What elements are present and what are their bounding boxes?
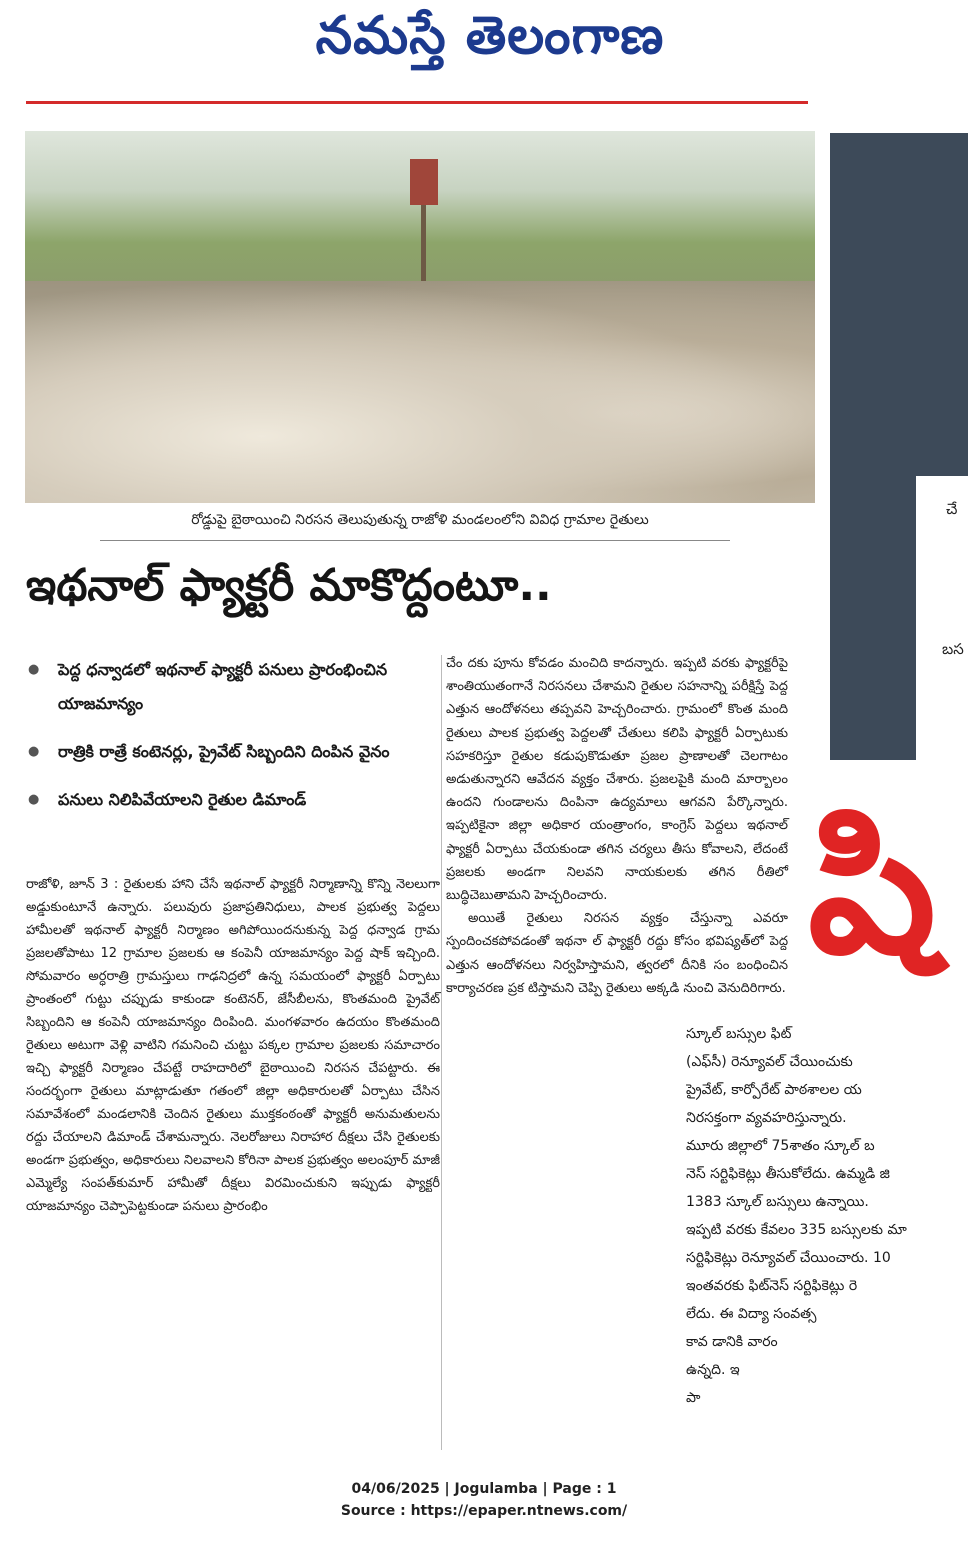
article-column-2 xyxy=(446,652,788,1000)
edition-info: 04/06/2025 | Jogulamba | Page : 1 xyxy=(351,1481,617,1497)
newspaper-logo: నమస్తే తెలంగాణ xyxy=(315,6,665,66)
photo-caption: రోడ్డుపై బైఠాయించి నిరసన తెలుపుతున్న రాజోళి మండలంలోని వివిధ గ్రామాల రైతులు xyxy=(191,512,649,528)
adjacent-article-line: నెస్ సర్టిఫికెట్లు తీసుకోలేదు. ఉమ్మడి జి xyxy=(686,1166,890,1182)
masthead xyxy=(0,0,968,110)
highlight-bullets xyxy=(28,653,438,831)
article-headline: ఇథనాల్ ఫ్యాక్టరీ మాకొద్దంటూ.. xyxy=(26,560,552,611)
masthead-divider xyxy=(26,101,808,104)
panel-text: చే xyxy=(946,500,958,518)
adjacent-article-line: స్కూల్ బస్సుల ఫిట్ xyxy=(686,1026,792,1042)
adjacent-article-line: ఇంతవరకు ఫిట్‌నెస్ సర్టిఫికెట్లు రె xyxy=(686,1278,858,1294)
bullet-item: ● పెద్ద ధన్వాడలో ఇథనాల్ ఫ్యాక్టరీ పనులు ప్రారంభించిన యాజమాన్యం xyxy=(28,653,438,721)
column-divider xyxy=(441,655,442,1450)
panel-text: బస xyxy=(942,640,964,658)
source-link[interactable]: Source : https://epaper.ntnews.com/ xyxy=(340,1503,628,1519)
body-text: చేం దకు పూను కోవడం మంచిది కాదన్నారు. ఇప్పటి వరకు ఫ్యాక్టరీపై శాంతియుతంగానే నిరసనలు చేశామని రైతుల సహనాన్ని పరీక్షిస్తే పెద్ద ఎత్తున ఆందోళనలు తప్పవని హెచ్చరించారు. గ్రామంలో కొంత మంది రైతులు పాలక ప్రభుత్వ పెద్దలతో చేతులు కలిపి ఫ్యాక్టరీ ఏర్పాటుకు సహకరిస్తూ రైతుల కడుపుకొడుతూ ప్రజల ప్రాణాలతో చెలగాటం అడుతున్నారని ఆవేదన వ్యక్తం చేశారు. ప్రజలపైకి మంది మార్బాలం ఉందని గుండాలను దింపినా ఉద్యమాలు ఆగవని పేర్కొన్నారు. ఇప్పటికైనా జిల్లా అధికార యంత్రాంగం, కాంగ్రెస్ పెద్దలు ఇథనాల్ ఫ్యాక్టరీ ఏర్పాటు చేయకుండా తగిన చర్యలు తీసు కోవాలని, లేదంటే ప్రజలకు అండగా నిలవని నాయకులకు తగిన రీతిలో బుద్ధిచెబుతామని హెచ్చరించారు. xyxy=(446,656,788,904)
adjacent-article-line: ఇప్పటి వరకు కేవలం 335 బస్సులకు మా xyxy=(686,1222,907,1238)
bullet-item: ● పనులు నిలిపివేయాలని రైతుల డిమాండ్ xyxy=(28,783,438,817)
protest-sign xyxy=(410,159,438,205)
adjacent-article-line: (ఎఫ్‌సీ) రెన్యూవల్ చేయించుకు xyxy=(686,1054,853,1070)
adjacent-article-line: లేదు. ఈ విద్యా సంవత్స xyxy=(686,1306,817,1322)
adjacent-article-line: సర్టిఫికెట్లు రెన్యూవల్ చేయించారు. 10 xyxy=(686,1250,891,1266)
protesting-farmers xyxy=(25,281,815,503)
news-photo xyxy=(25,131,815,503)
adjacent-article-line: 1383 స్కూల్ బస్సులు ఉన్నాయి. xyxy=(686,1194,869,1210)
caption-divider xyxy=(100,540,730,541)
page-footer xyxy=(0,1478,968,1522)
adjacent-article xyxy=(686,1020,968,1412)
adjacent-article-line: మూరు జిల్లాలో 75శాతం స్కూల్ బ xyxy=(686,1138,875,1154)
body-text: అయితే రైతులు నిరసన వ్యక్తం చేస్తున్నా ఎవరూ స్పందించకపోవడంతో ఇథనా ల్ ఫ్యాక్టరీ రద్దు కోసం భవిష్యత్‌లో పెద్ద ఎత్తున ఆందోళనలు నిర్వహిస్తామని, త్వరలో దీనికి సం బంధించిన కార్యాచరణ ప్రక టిస్తామని చెప్పి రైతులు అక్కడి నుంచి వెనుదిరిగారు. xyxy=(446,911,788,996)
adjacent-article-line: ప్రైవేట్, కార్పోరేట్ పాఠశాలల య xyxy=(686,1082,862,1098)
bullet-item: ● రాత్రికి రాత్రే కంటెనర్లు, ప్రైవేట్ సిబ్బందిని దింపిన వైనం xyxy=(28,735,438,769)
body-text: రాజోళి, జూన్ 3 : రైతులకు హాని చేసే ఇథనాల్ ఫ్యాక్టరీ నిర్మాణాన్ని కొన్ని నెలలుగా అడ్డుకుంటూనే ఉన్నారు. పలువురు ప్రజాప్రతినిధులు, పాలక ప్రభుత్వ పెద్దలు హామీలతో ఇథనాల్ ఫ్యాక్టరీ నిర్మాణం అగిపోయిందనుకున్న పెద్ద ధన్వాడ గ్రామ ప్రజలతోపాటు 12 గ్రామాల ప్రజలకు ఆ కంపెనీ యాజమాన్యం పెద్ద షాక్ ఇచ్చింది. సోమవారం అర్ధరాత్రి గ్రామస్తులు గాఢనిద్రలో ఉన్న సమయంలో ఫ్యాక్టరీ ఏర్పాటు ప్రాంతంలో గుట్టు చప్పుడు కాకుండా కంటెనర్, జేసీబీలను, కొంతమంది ప్రైవేట్ సిబ్బందిని ఆ కంపెనీ యాజమాన్యం దింపింది. మంగళవారం ఉదయం కొంతమంది రైతులు అటుగా వెళ్లి వాటిని గమనించి చుట్టు పక్కల గ్రామాల ప్రజలకు సమాచారం ఇచ్చి ఫ్యాక్టరీ నిర్మాణం చేపట్టే రాహదారిలో బైఠాయించి నిరసన చేపట్టారు. ఈ సందర్భంగా రైతులు మాట్లాడుతూ గతంలో జిల్లా అధికారులతో ఏర్పాటు చేసిన సమావేశంలో మండలానికి చెందిన రైతులు ముక్తకంఠంతో ఫ్యాక్టరీ అనుమతులను రద్దు చేయాలని డిమాండ్ చేశామన్నారు. నెలరోజులు నిరాహార దీక్షలు చేసి రైతులకు అండగా ప్రభుత్వం, అధికారులు నిలవాలని కోరినా పాలక ప్రభుత్వం అలంపూర్ మాజీ ఎమ్మెల్యే సంపత్‌కుమార్ హామీతో దీక్షలు విరమించుకుని ఇప్పుడు ఫ్యాక్టరీ యాజమాన్యం చెప్పాపెట్టకుండా పనులు ప్రారంభిం xyxy=(26,877,440,1214)
adjacent-story-card xyxy=(916,476,968,762)
adjacent-article-line: ఉన్నది. ఇ xyxy=(686,1362,740,1378)
adjacent-headline-glyph: షి xyxy=(808,785,937,994)
adjacent-article-line: పా xyxy=(686,1390,701,1406)
adjacent-article-line: కావ డానికి వారం xyxy=(686,1334,778,1350)
adjacent-article-line: నిరసక్తంగా వ్యవహరిస్తున్నారు. xyxy=(686,1110,847,1126)
article-column-1 xyxy=(26,873,440,1218)
